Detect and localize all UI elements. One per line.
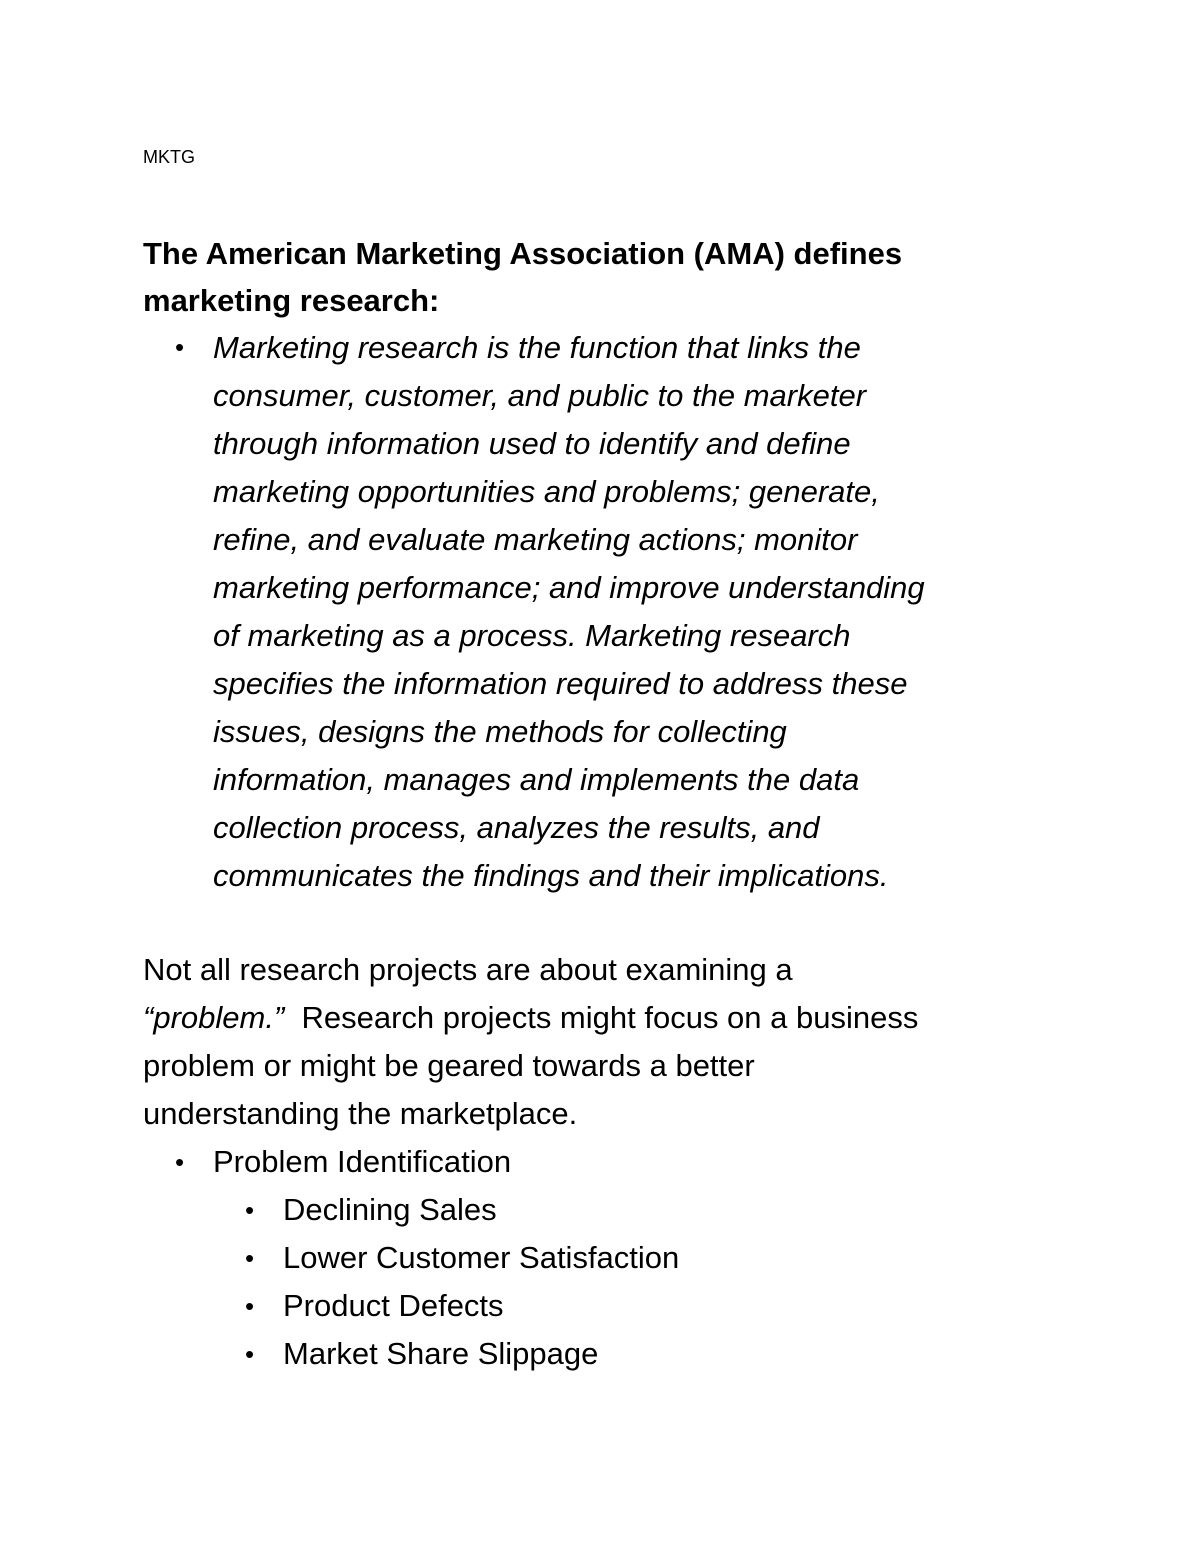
- definition-line: marketing opportunities and problems; generate,: [213, 474, 880, 509]
- definition-line: Marketing research is the function that links the: [213, 330, 861, 365]
- list-item-label: Problem Identification: [213, 1144, 512, 1179]
- bullet-icon: •: [245, 1291, 255, 1321]
- bullet-icon: •: [245, 1339, 255, 1369]
- paragraph-line: understanding the marketplace.: [143, 1096, 578, 1131]
- list-item: [143, 1330, 1103, 1378]
- topic-list: [143, 1138, 1103, 1378]
- list-item: [143, 1186, 1103, 1234]
- document-body: [143, 230, 1103, 1378]
- paragraph-line: Not all research projects are about examining a: [143, 952, 793, 987]
- problem-quote: “problem.”: [143, 1000, 285, 1035]
- definition-line: of marketing as a process. Marketing research: [213, 618, 851, 653]
- bullet-icon: •: [175, 1147, 185, 1177]
- section-heading: [143, 230, 1103, 324]
- paragraph-line: problem or might be geared towards a better: [143, 1048, 755, 1083]
- list-item-label: Lower Customer Satisfaction: [283, 1240, 680, 1275]
- bullet-icon: •: [175, 332, 185, 362]
- definition-line: information, manages and implements the data: [213, 762, 860, 797]
- body-paragraph: [143, 946, 1103, 1138]
- definition-item: [143, 324, 1103, 900]
- list-item-label: Market Share Slippage: [283, 1336, 599, 1371]
- header-label: MKTG: [143, 147, 195, 167]
- list-item-label: Declining Sales: [283, 1192, 497, 1227]
- definition-line: issues, designs the methods for collecting: [213, 714, 787, 749]
- list-item-label: Product Defects: [283, 1288, 504, 1323]
- bullet-icon: •: [245, 1243, 255, 1273]
- definition-line: refine, and evaluate marketing actions; monitor: [213, 522, 858, 557]
- definition-line: through information used to identify and define: [213, 426, 851, 461]
- definition-list: [143, 324, 1103, 900]
- definition-line: communicates the findings and their implications.: [213, 858, 889, 893]
- paragraph-line: [143, 994, 1103, 1042]
- definition-line: marketing performance; and improve understanding: [213, 570, 925, 605]
- heading-line: marketing research:: [143, 283, 440, 318]
- paragraph-line-rest: Research projects might focus on a business: [284, 1000, 919, 1035]
- definition-line: specifies the information required to address these: [213, 666, 908, 701]
- definition-line: collection process, analyzes the results, and: [213, 810, 820, 845]
- definition-text: [213, 324, 1103, 900]
- bullet-icon: •: [245, 1195, 255, 1225]
- list-item: [143, 1234, 1103, 1282]
- heading-line: The American Marketing Association (AMA) defines: [143, 236, 903, 271]
- definition-line: consumer, customer, and public to the marketer: [213, 378, 867, 413]
- list-item: [143, 1282, 1103, 1330]
- list-item-problem-identification: [143, 1138, 1103, 1186]
